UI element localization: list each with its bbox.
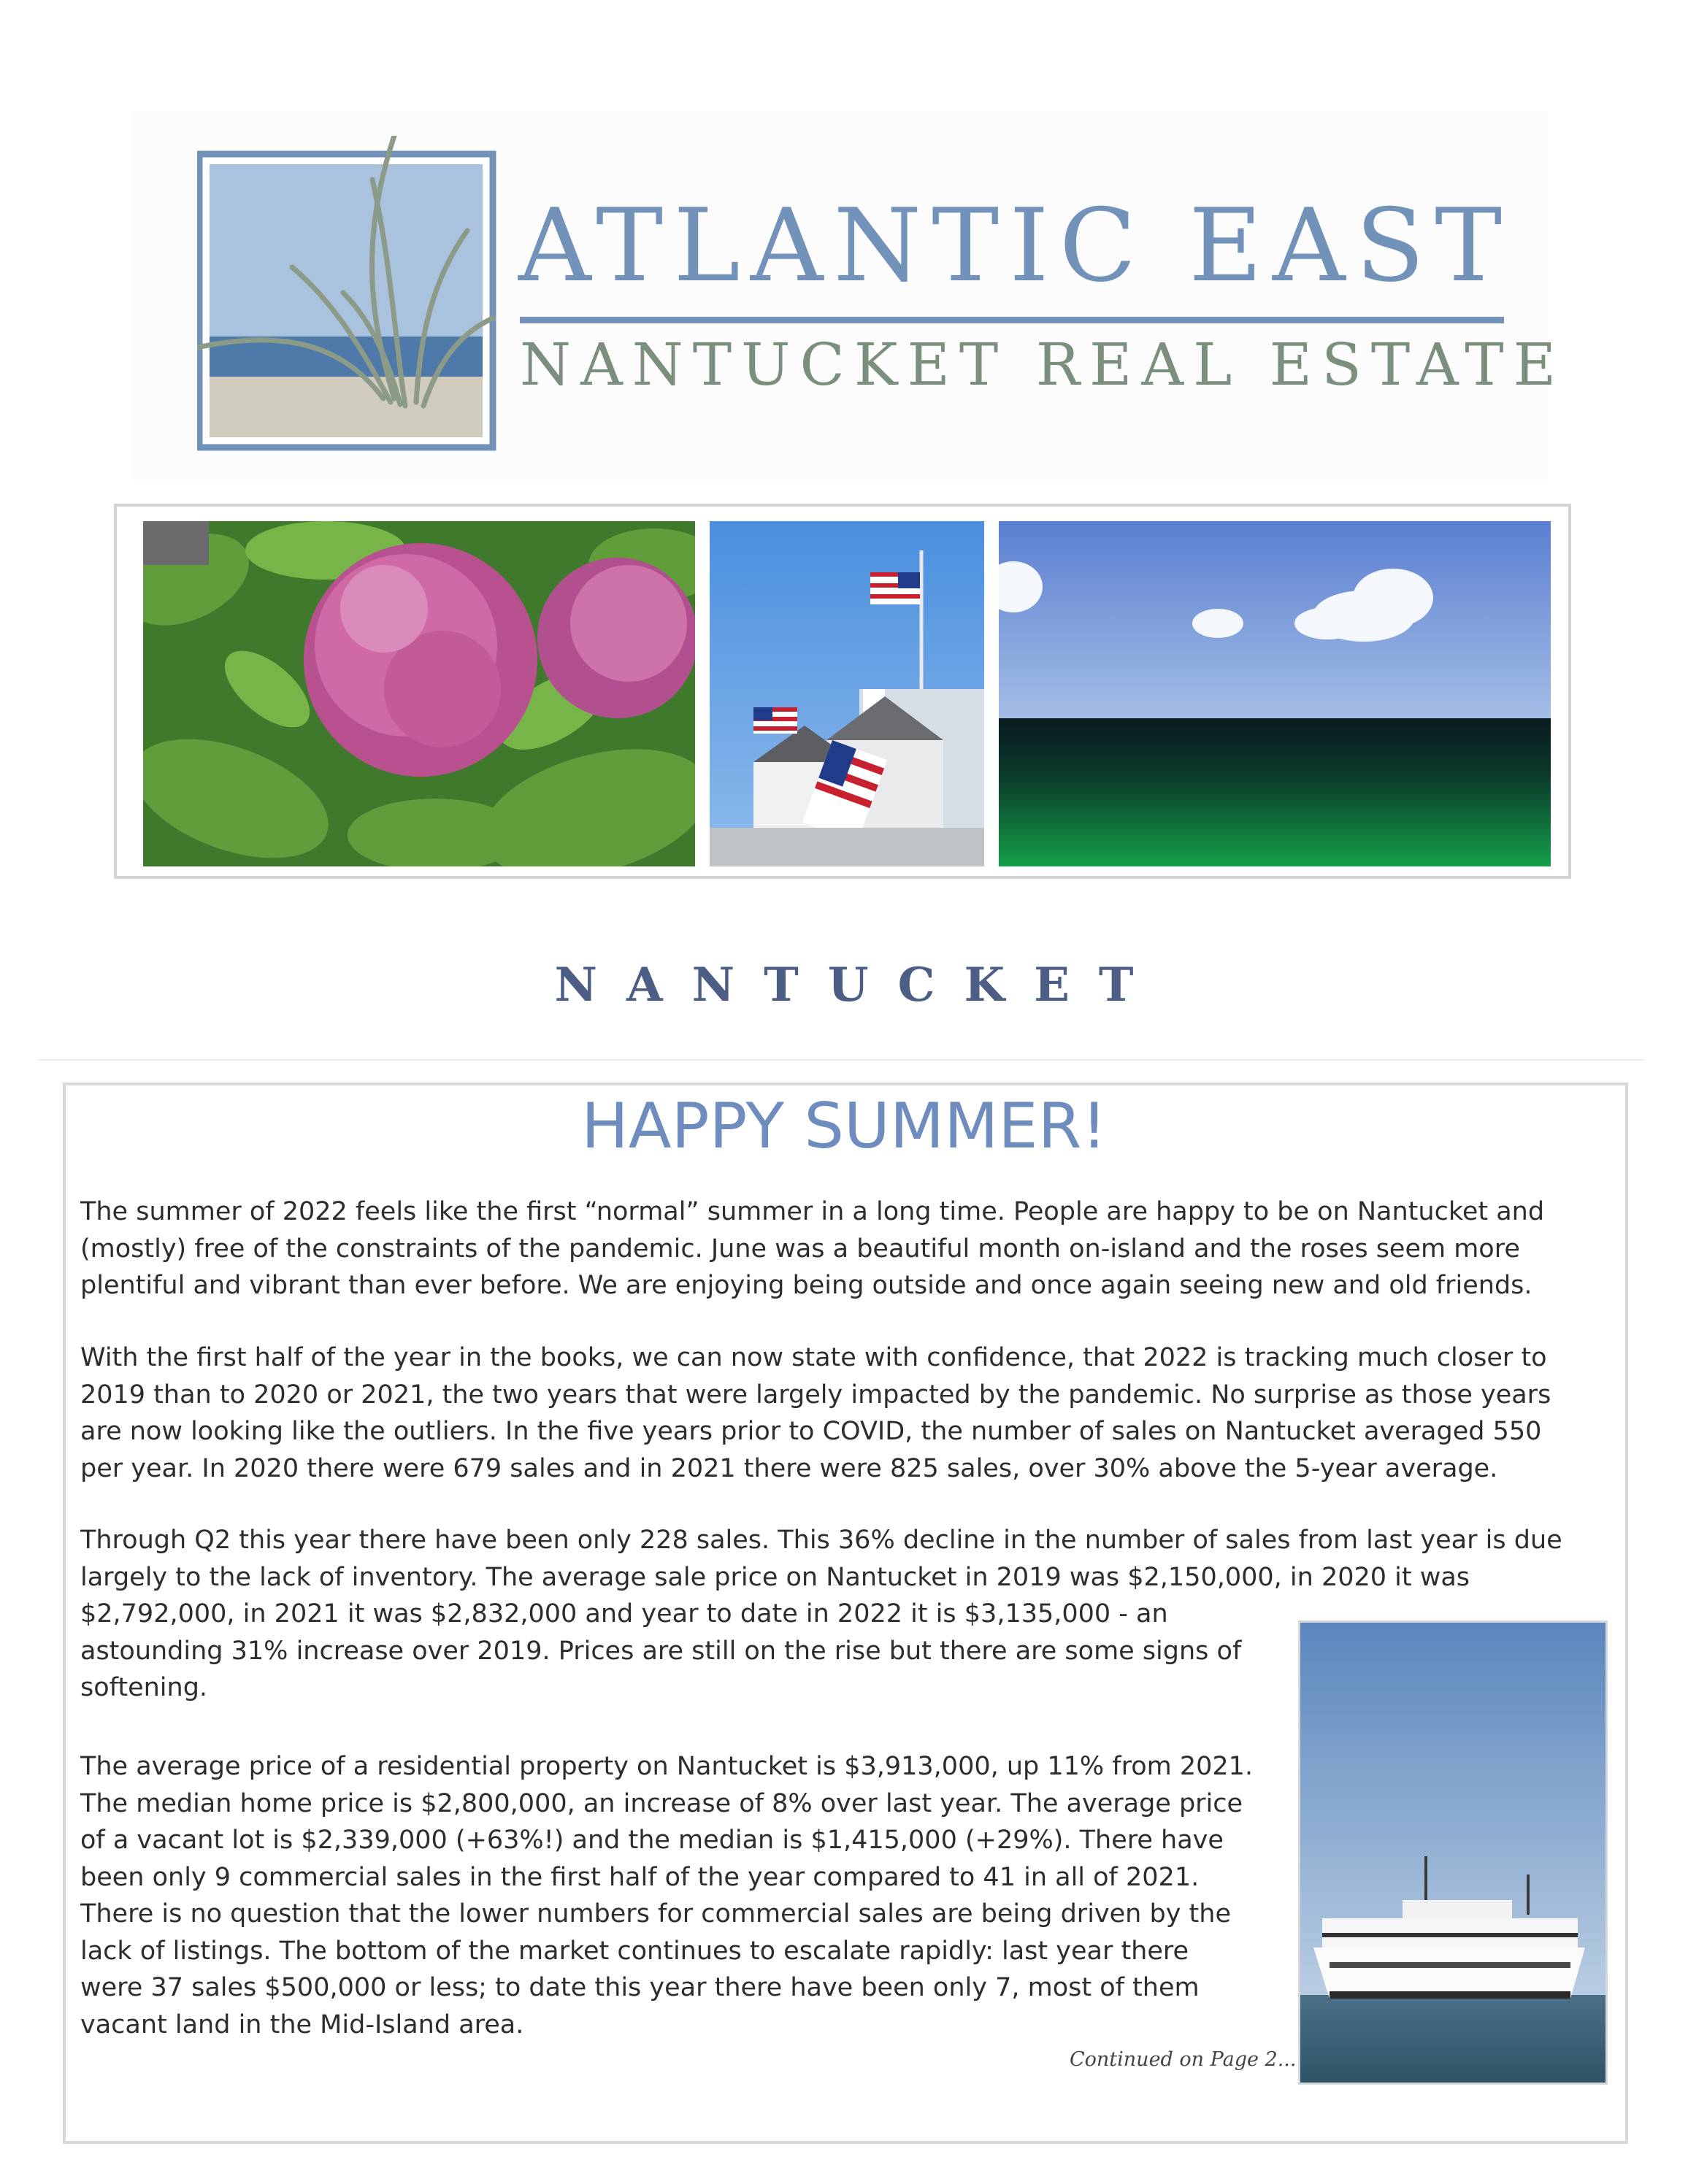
text-line: per year. In 2020 there were 679 sales and in 2021 there were 825 sales, over 30% above the 5-year average.: [80, 1453, 1498, 1483]
text-line: Through Q2 this year there have been only 228 sales. This 36% decline in the number of sales from last year is due: [80, 1526, 1562, 1555]
text-line: 2019 than to 2020 or 2021, the two years that were largely impacted by the pandemic. No surprise as those years: [80, 1380, 1551, 1410]
text-line: were 37 sales $500,000 or less; to date this year there have been only 7, most of them: [80, 1973, 1200, 2002]
hydrangea-photo: [143, 521, 695, 866]
continued-link[interactable]: Continued on Page 2...: [1070, 2048, 1297, 2071]
text-line: With the first half of the year in the books, we can now state with confidence, that 2022 is tracking much closer to: [80, 1343, 1547, 1372]
text-line: are now looking like the outliers. In the five years prior to COVID, the number of sales on Nantucket averaged 550: [80, 1417, 1542, 1446]
photo-strip: [114, 504, 1571, 879]
article-paragraph: [80, 1748, 1253, 2043]
ocean-photo: [999, 521, 1551, 866]
title-divider: [38, 1059, 1644, 1061]
text-line: plentiful and vibrant than ever before. We are enjoying being outside and once again seeing new and old friends.: [80, 1271, 1532, 1300]
text-line: There is no question that the lower numbers for commercial sales are being driven by the: [80, 1899, 1231, 1929]
text-line: $2,792,000, in 2021 it was $2,832,000 and year to date in 2022 it is $3,135,000 - an: [80, 1599, 1168, 1629]
text-line: of a vacant lot is $2,339,000 (+63%!) and the median is $1,415,000 (+29%). There have: [80, 1826, 1224, 1855]
article-paragraph: [80, 1339, 1551, 1487]
text-line: The summer of 2022 feels like the first “normal” summer in a long time. People are happy to be on Nantucket and: [80, 1197, 1545, 1226]
atlantic-east-logo-icon: [197, 136, 518, 468]
text-line: (mostly) free of the constraints of the pandemic. June was a beautiful month on-island and the roses seem more: [80, 1234, 1520, 1264]
text-line: been only 9 commercial sales in the first half of the year compared to 41 in all of 2021.: [80, 1862, 1200, 1892]
brand-name: ATLANTIC EAST: [518, 187, 1513, 304]
text-line: vacant land in the Mid-Island area.: [80, 2010, 524, 2039]
article-paragraph: [80, 1193, 1544, 1304]
text-line: The average price of a residential property on Nantucket is $3,913,000, up 11% from 2021.: [80, 1752, 1254, 1781]
ferry-photo: [1298, 1620, 1608, 2085]
text-line: astounding 31% increase over 2019. Prices are still on the rise but there are some signs of: [80, 1636, 1242, 1666]
text-line: largely to the lack of inventory. The average sale price on Nantucket in 2019 was $2,150,000, in 2020 it was: [80, 1562, 1470, 1592]
article-heading: HAPPY SUMMER!: [581, 1090, 1107, 1163]
flags-photo: [710, 521, 984, 866]
nantucket-title: NANTUCKET: [554, 958, 1163, 1012]
text-line: softening.: [80, 1673, 208, 1702]
brand-tagline: NANTUCKET REAL ESTATE: [520, 331, 1566, 399]
brand-divider: [520, 317, 1504, 323]
text-line: lack of listings. The bottom of the market continues to escalate rapidly: last year there: [80, 1936, 1189, 1966]
text-line: The median home price is $2,800,000, an increase of 8% over last year. The average price: [80, 1788, 1243, 1818]
